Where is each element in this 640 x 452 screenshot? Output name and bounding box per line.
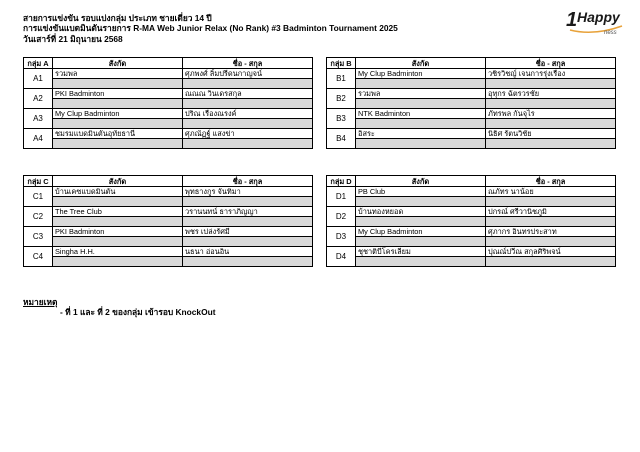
blank-cell	[486, 139, 616, 149]
table-subrow	[24, 99, 313, 109]
blank-cell	[356, 139, 486, 149]
player-name-cell: นธนา อ่อนอิน	[183, 247, 313, 257]
table-row	[327, 109, 616, 119]
logo-number: 1	[566, 9, 578, 31]
club-cell: PKI Badminton	[53, 89, 183, 99]
table-row	[24, 187, 313, 197]
table-row	[327, 129, 616, 139]
table-row	[24, 89, 313, 99]
table-row	[24, 227, 313, 237]
column-name: ชื่อ - สกุล	[486, 58, 616, 69]
table-subrow	[327, 119, 616, 129]
blank-cell	[53, 257, 183, 267]
seed-code: D4	[327, 247, 356, 267]
blank-cell	[53, 217, 183, 227]
group-title: กลุ่ม C	[24, 176, 53, 187]
player-name-cell: พชร เปล่งรัศมี	[183, 227, 313, 237]
blank-cell	[486, 79, 616, 89]
column-name: ชื่อ - สกุล	[183, 176, 313, 187]
blank-cell	[53, 99, 183, 109]
club-cell: Singha H.H.	[53, 247, 183, 257]
table-subrow	[327, 257, 616, 267]
column-club: สังกัด	[53, 58, 183, 69]
column-club: สังกัด	[53, 176, 183, 187]
club-cell: ชมรมแบดมินตันอุทัยธานี	[53, 129, 183, 139]
blank-cell	[183, 197, 313, 207]
player-name-cell: ศุภากร อินทรประสาท	[486, 227, 616, 237]
group-table-1	[326, 57, 616, 149]
column-name: ชื่อ - สกุล	[183, 58, 313, 69]
title-line-2: การแข่งขันแบดมินตันรายการ R-MA Web Junior Relax (No Rank) #3 Badminton Tournament 2025	[23, 23, 398, 33]
blank-cell	[486, 197, 616, 207]
seed-code: D1	[327, 187, 356, 207]
blank-cell	[356, 197, 486, 207]
club-cell: NTK Badminton	[356, 109, 486, 119]
blank-cell	[183, 119, 313, 129]
blank-cell	[356, 99, 486, 109]
player-name-cell: ภัทรพล กันจุไร	[486, 109, 616, 119]
table-row	[24, 247, 313, 257]
club-cell: My Clup Badminton	[53, 109, 183, 119]
club-cell: บ้านเคซแบดมินตัน	[53, 187, 183, 197]
table-row	[24, 109, 313, 119]
seed-code: A2	[24, 89, 53, 109]
group-title: กลุ่ม A	[24, 58, 53, 69]
blank-cell	[183, 257, 313, 267]
player-name-cell: ปกรณ์ ศรีวานิชภูมิ	[486, 207, 616, 217]
club-cell: รวมพล	[53, 69, 183, 79]
blank-cell	[183, 99, 313, 109]
blank-cell	[53, 237, 183, 247]
logo-sub: ness	[604, 30, 617, 36]
table-subrow	[24, 119, 313, 129]
player-name-cell: พุทธางกูร จันทิมา	[183, 187, 313, 197]
blank-cell	[356, 79, 486, 89]
table-row	[327, 247, 616, 257]
column-club: สังกัด	[356, 58, 486, 69]
player-name-cell: นิธิศ รัตนวิชัย	[486, 129, 616, 139]
note-text: - ที่ 1 และ ที่ 2 ของกลุ่ม เข้ารอบ KnockOut	[60, 307, 216, 317]
table-subrow	[327, 99, 616, 109]
player-name-cell: ณภัทร นาน้อย	[486, 187, 616, 197]
blank-cell	[486, 257, 616, 267]
table-row	[327, 89, 616, 99]
note-title: หมายเหตุ	[23, 297, 58, 307]
seed-code: A4	[24, 129, 53, 149]
player-name-cell: วรานนทน์ ธาราภิญญา	[183, 207, 313, 217]
blank-cell	[356, 237, 486, 247]
seed-code: B3	[327, 109, 356, 129]
table-subrow	[327, 139, 616, 149]
group-header-row	[24, 58, 313, 69]
club-cell: My Clup Badminton	[356, 69, 486, 79]
blank-cell	[53, 197, 183, 207]
club-cell: รวมพล	[356, 89, 486, 99]
table-subrow	[24, 79, 313, 89]
blank-cell	[183, 217, 313, 227]
player-name-cell: อุทุกร ฉัตรวรชัย	[486, 89, 616, 99]
title-line-1: สายการแข่งขัน รอบแบ่งกลุ่ม ประเภท ชายเดี่ยว 14 ปี	[23, 13, 212, 23]
table-row	[327, 207, 616, 217]
blank-cell	[183, 237, 313, 247]
player-name-cell: ศุภพงศ์ ลิ้มปรีดนกาญจน์	[183, 69, 313, 79]
table-subrow	[24, 197, 313, 207]
blank-cell	[486, 99, 616, 109]
blank-cell	[356, 119, 486, 129]
group-title: กลุ่ม B	[327, 58, 356, 69]
blank-cell	[53, 119, 183, 129]
seed-code: C4	[24, 247, 53, 267]
logo-word: Happy	[577, 9, 620, 25]
club-cell: PB Club	[356, 187, 486, 197]
seed-code: C3	[24, 227, 53, 247]
group-header-row	[327, 58, 616, 69]
seed-code: C2	[24, 207, 53, 227]
blank-cell	[183, 79, 313, 89]
club-cell: My Clup Badminton	[356, 227, 486, 237]
seed-code: C1	[24, 187, 53, 207]
table-subrow	[327, 217, 616, 227]
blank-cell	[356, 257, 486, 267]
player-name-cell: ปริณ เรืองณรงค์	[183, 109, 313, 119]
seed-code: D2	[327, 207, 356, 227]
blank-cell	[486, 217, 616, 227]
table-subrow	[327, 197, 616, 207]
player-name-cell: วชิรวิชญ์ เจนการรุ่งเรือง	[486, 69, 616, 79]
happiness-logo	[566, 4, 624, 40]
table-subrow	[24, 139, 313, 149]
column-club: สังกัด	[356, 176, 486, 187]
seed-code: A3	[24, 109, 53, 129]
table-row	[327, 227, 616, 237]
club-cell: อิสระ	[356, 129, 486, 139]
group-table-0	[23, 57, 313, 149]
group-header-row	[327, 176, 616, 187]
table-row	[327, 187, 616, 197]
player-name-cell: ศุภณัฏฐ์ แสงข่า	[183, 129, 313, 139]
title-line-3: วันเสาร์ที่ 21 มิถุนายน 2568	[23, 34, 123, 44]
player-name-cell: ณณณ วินเดรสกุล	[183, 89, 313, 99]
club-cell: The Tree Club	[53, 207, 183, 217]
table-subrow	[327, 237, 616, 247]
seed-code: B1	[327, 69, 356, 89]
table-row	[327, 69, 616, 79]
group-header-row	[24, 176, 313, 187]
table-subrow	[24, 257, 313, 267]
group-table-3	[326, 175, 616, 267]
club-cell: ชุชาติบีโครเลียม	[356, 247, 486, 257]
column-name: ชื่อ - สกุล	[486, 176, 616, 187]
table-subrow	[327, 79, 616, 89]
seed-code: A1	[24, 69, 53, 89]
table-row	[24, 69, 313, 79]
seed-code: B4	[327, 129, 356, 149]
club-cell: บ้านทองหยอด	[356, 207, 486, 217]
club-cell: PKI Badminton	[53, 227, 183, 237]
player-name-cell: ปุณณ์ปวีณ สกุลศิริพจน์	[486, 247, 616, 257]
table-row	[24, 207, 313, 217]
blank-cell	[183, 139, 313, 149]
table-row	[24, 129, 313, 139]
blank-cell	[356, 217, 486, 227]
blank-cell	[486, 119, 616, 129]
table-subrow	[24, 237, 313, 247]
blank-cell	[53, 139, 183, 149]
group-table-2	[23, 175, 313, 267]
seed-code: D3	[327, 227, 356, 247]
blank-cell	[486, 237, 616, 247]
seed-code: B2	[327, 89, 356, 109]
blank-cell	[53, 79, 183, 89]
group-title: กลุ่ม D	[327, 176, 356, 187]
table-subrow	[24, 217, 313, 227]
